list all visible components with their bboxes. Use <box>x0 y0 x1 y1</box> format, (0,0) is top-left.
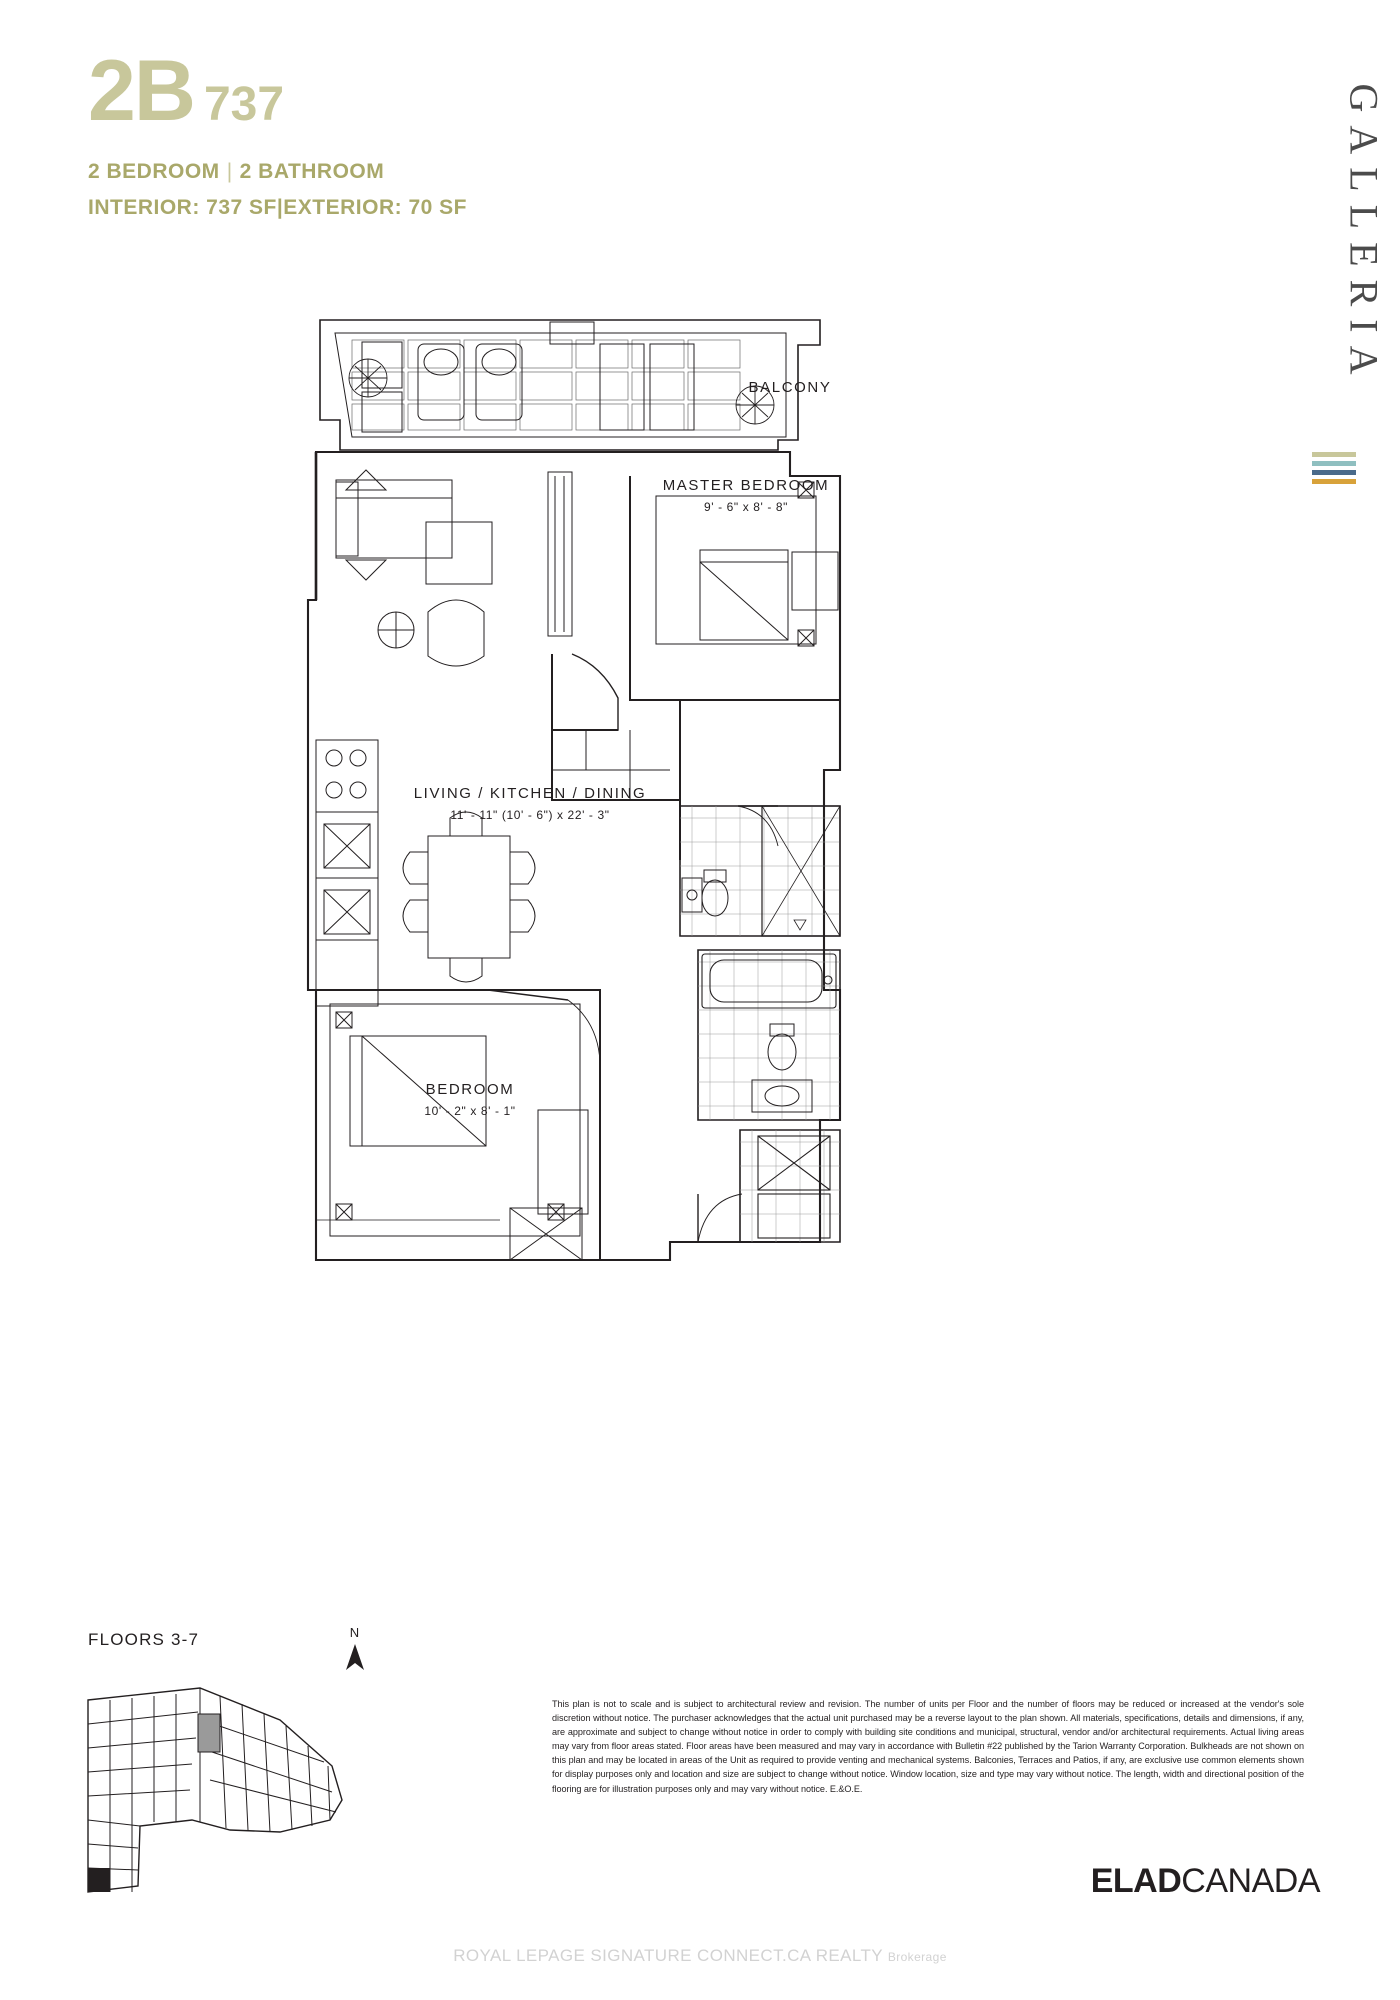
brokerage-suffix: Brokerage <box>887 1950 947 1964</box>
brand-name: GALLERIA <box>1341 83 1387 388</box>
elad-canada-logo <box>1091 1862 1320 1901</box>
plan-header <box>88 43 467 220</box>
brokerage-name: ROYAL LEPAGE SIGNATURE CONNECT.CA REALTY <box>453 1946 883 1965</box>
unit-areas <box>88 196 467 220</box>
plan-code: 2B <box>88 43 194 139</box>
brokerage-watermark <box>0 1946 1400 1966</box>
plan-title-line <box>88 43 467 139</box>
unit-specs <box>88 160 467 184</box>
key-plan <box>80 1680 360 1920</box>
plan-area-code: 737 <box>203 78 285 131</box>
living-dimensions: 11' - 11" (10' - 6") x 22' - 3" <box>450 808 610 823</box>
room-label-living-kitchen-dining: LIVING / KITCHEN / DINING 11' - 11" (10' - 6") x 22' - 3" <box>360 784 700 823</box>
brand-logo <box>1294 52 1387 472</box>
elad-logo-bold: ELAD <box>1090 1862 1182 1900</box>
brand-bar-4 <box>1312 479 1356 484</box>
room-label-balcony: BALCONY <box>748 379 832 396</box>
key-plan-svg <box>80 1680 360 1920</box>
elad-logo-light: CANADA <box>1181 1862 1320 1900</box>
floors-label: FLOORS 3-7 <box>88 1630 200 1649</box>
specs-divider: | <box>226 160 233 183</box>
north-label: N <box>349 1625 361 1640</box>
brand-bar-2 <box>1312 461 1356 466</box>
room-label-bedroom: BEDROOM 10' - 2" x 8' - 1" <box>350 1080 590 1119</box>
north-arrow-icon <box>343 1642 367 1672</box>
brand-bar-1 <box>1312 452 1356 457</box>
bathroom-count: 2 BATHROOM <box>239 160 385 183</box>
bedroom-count: 2 BEDROOM <box>88 160 220 183</box>
north-arrow <box>335 1625 375 1675</box>
exterior-area: EXTERIOR: 70 SF <box>283 196 467 219</box>
brand-color-bars <box>1312 452 1356 488</box>
areas-divider: | <box>276 196 284 219</box>
brand-bar-3 <box>1312 470 1356 475</box>
room-label-master-bedroom: MASTER BEDROOM 9' - 6" x 8' - 8" <box>656 476 836 515</box>
disclaimer-text: This plan is not to scale and is subject to architectural review and revision. The number of units per Floor and the number of floors may be reduced or increased at the vendor's sole discretion without notice. The purchaser acknowledges that the actual unit purchased may be a reverse layout to the plan shown. All materials, specifications, details and dimensions, if any, are approximate and subject to change without notice in order to comply with building site conditions and municipal, structural, vendor and/or architectural requirements. Actual living areas may vary from floor areas stated. Floor areas have been measured and may vary in accordance with Bulletin #22 published by the Tarion Warranty Corporation. Bulkheads are not shown on this plan and may be located in areas of the Unit as required to provide venting and mechanical systems. Balconies, Terraces and Patios, if any, are exclusive use common elements shown for display purposes only and location and size are subject to change without notice. Window location, size and type may vary without notice. The length, width and directional position of the flooring are for illustration purposes only and may vary without notice. E.&O.E. <box>552 1699 1304 1794</box>
interior-area: INTERIOR: 737 SF <box>88 196 277 219</box>
floorplan-drawing <box>300 300 1040 1290</box>
bedroom-dimensions: 10' - 2" x 8' - 1" <box>424 1104 516 1119</box>
master-bedroom-dimensions: 9' - 6" x 8' - 8" <box>704 500 788 515</box>
